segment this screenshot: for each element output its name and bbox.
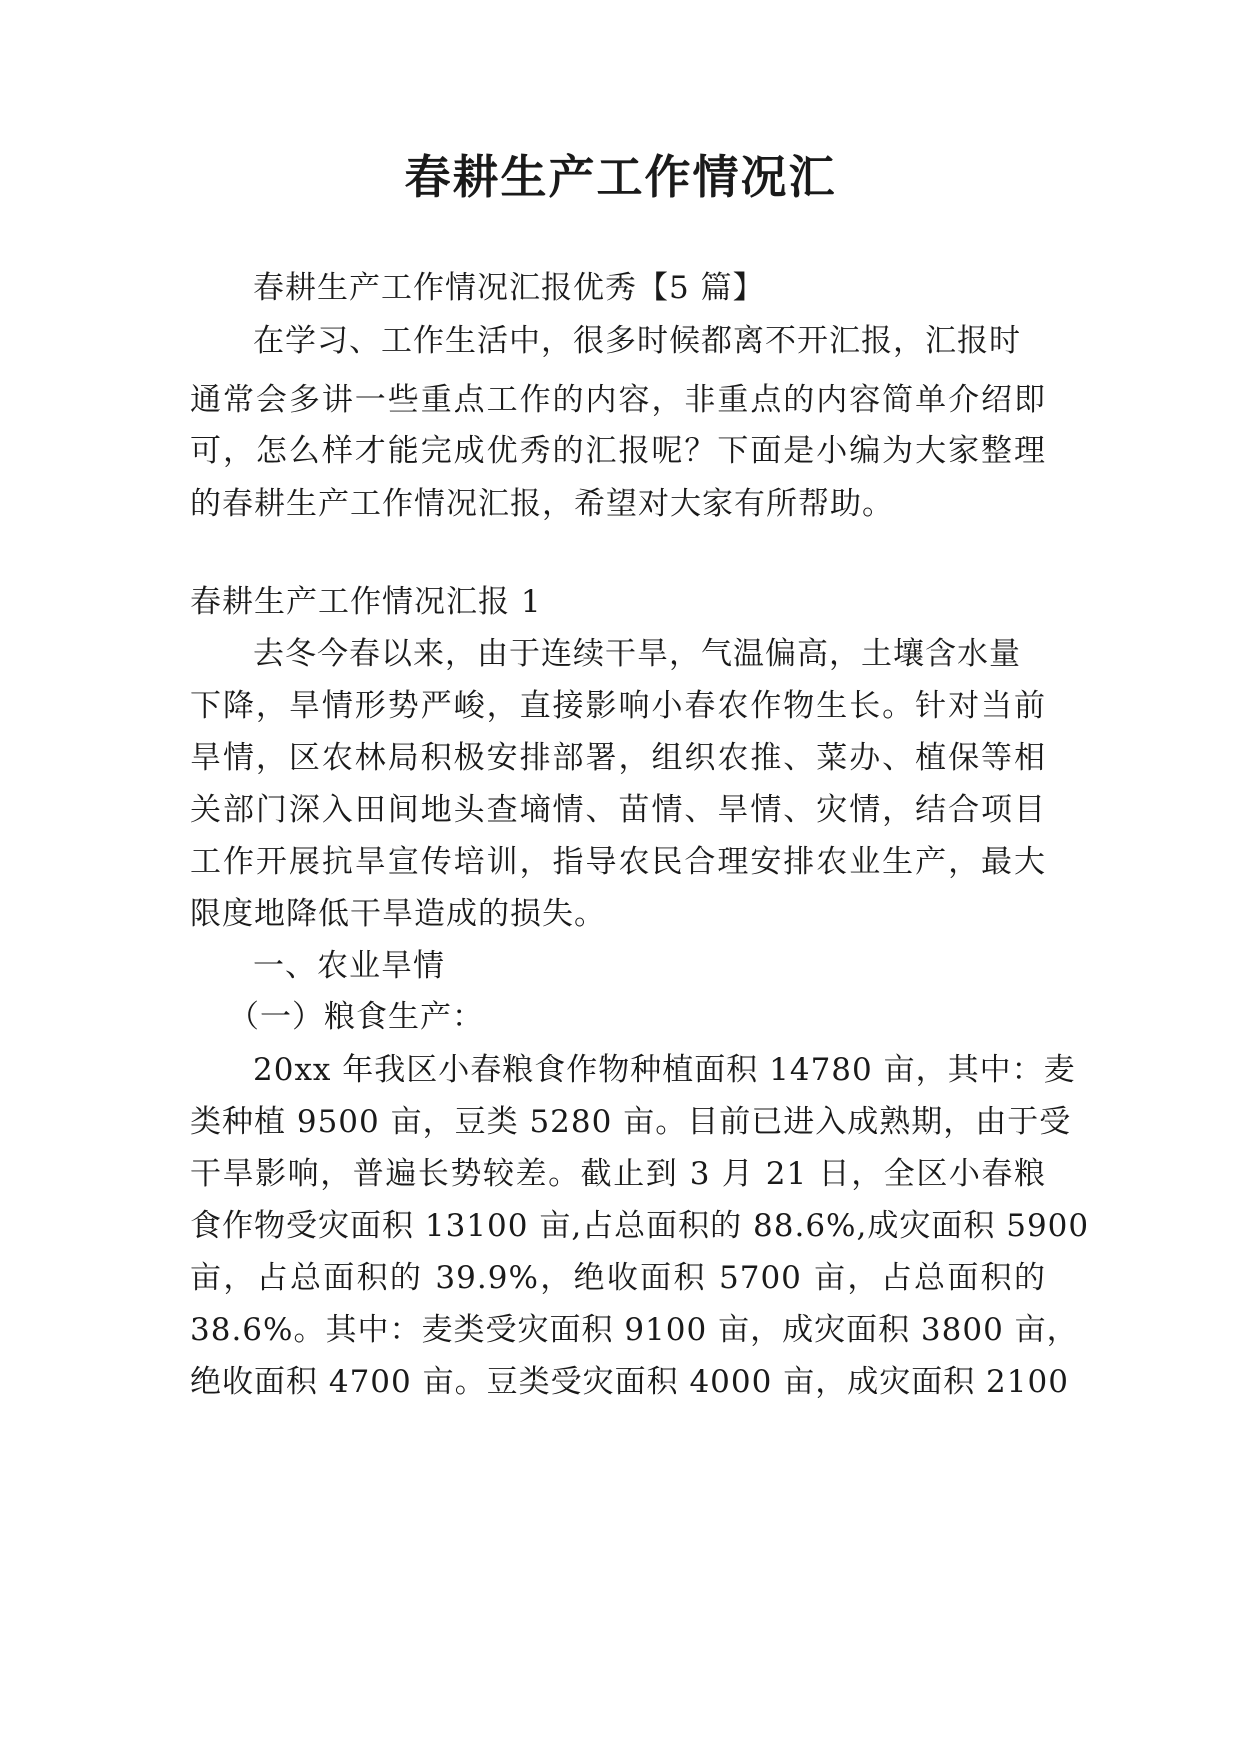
intro-line-3: 可，怎么样才能完成优秀的汇报呢？下面是小编为大家整理: [190, 433, 1046, 469]
document-title: 春耕生产工作情况汇: [404, 150, 837, 204]
section1-line-3: 旱情，区农林局积极安排部署，组织农推、菜办、植保等相: [190, 740, 1046, 776]
grain-line-6: 38.6%。其中：麦类受灾面积 9100 亩，成灾面积 3800 亩，: [190, 1312, 1079, 1348]
section1-line-2: 下降，旱情形势严峻，直接影响小春农作物生长。针对当前: [190, 688, 1046, 724]
section1-line-1: 去冬今春以来，由于连续干旱，气温偏高，土壤含水量: [253, 636, 1021, 672]
subheading-agri-drought: 一、农业旱情: [253, 948, 445, 984]
subheading-grain-production: （一）粮食生产：: [228, 999, 484, 1035]
grain-line-1: 20xx 年我区小春粮食作物种植面积 14780 亩，其中：麦: [253, 1052, 1076, 1088]
grain-line-5: 亩，占总面积的 39.9%，绝收面积 5700 亩，占总面积的: [190, 1260, 1046, 1296]
section1-line-5: 工作开展抗旱宣传培训，指导农民合理安排农业生产，最大: [190, 844, 1046, 880]
section1-line-6: 限度地降低干旱造成的损失。: [190, 896, 606, 932]
intro-line-2: 通常会多讲一些重点工作的内容，非重点的内容简单介绍即: [190, 382, 1046, 418]
grain-line-7: 绝收面积 4700 亩。豆类受灾面积 4000 亩，成灾面积 2100: [190, 1364, 1069, 1400]
grain-line-2: 类种植 9500 亩，豆类 5280 亩。目前已进入成熟期，由于受: [190, 1104, 1072, 1140]
grain-line-4: 食作物受灾面积 13100 亩,占总面积的 88.6%,成灾面积 5900: [190, 1208, 1090, 1244]
section1-line-4: 关部门深入田间地头查墒情、苗情、旱情、灾情，结合项目: [190, 792, 1046, 828]
document-subtitle: 春耕生产工作情况汇报优秀【5 篇】: [253, 270, 765, 306]
intro-line-1: 在学习、工作生活中，很多时候都离不开汇报，汇报时: [253, 323, 1021, 359]
intro-line-4: 的春耕生产工作情况汇报，希望对大家有所帮助。: [190, 486, 894, 522]
grain-line-3: 干旱影响，普遍长势较差。截止到 3 月 21 日，全区小春粮: [190, 1156, 1046, 1192]
section1-heading: 春耕生产工作情况汇报 1: [190, 584, 542, 620]
